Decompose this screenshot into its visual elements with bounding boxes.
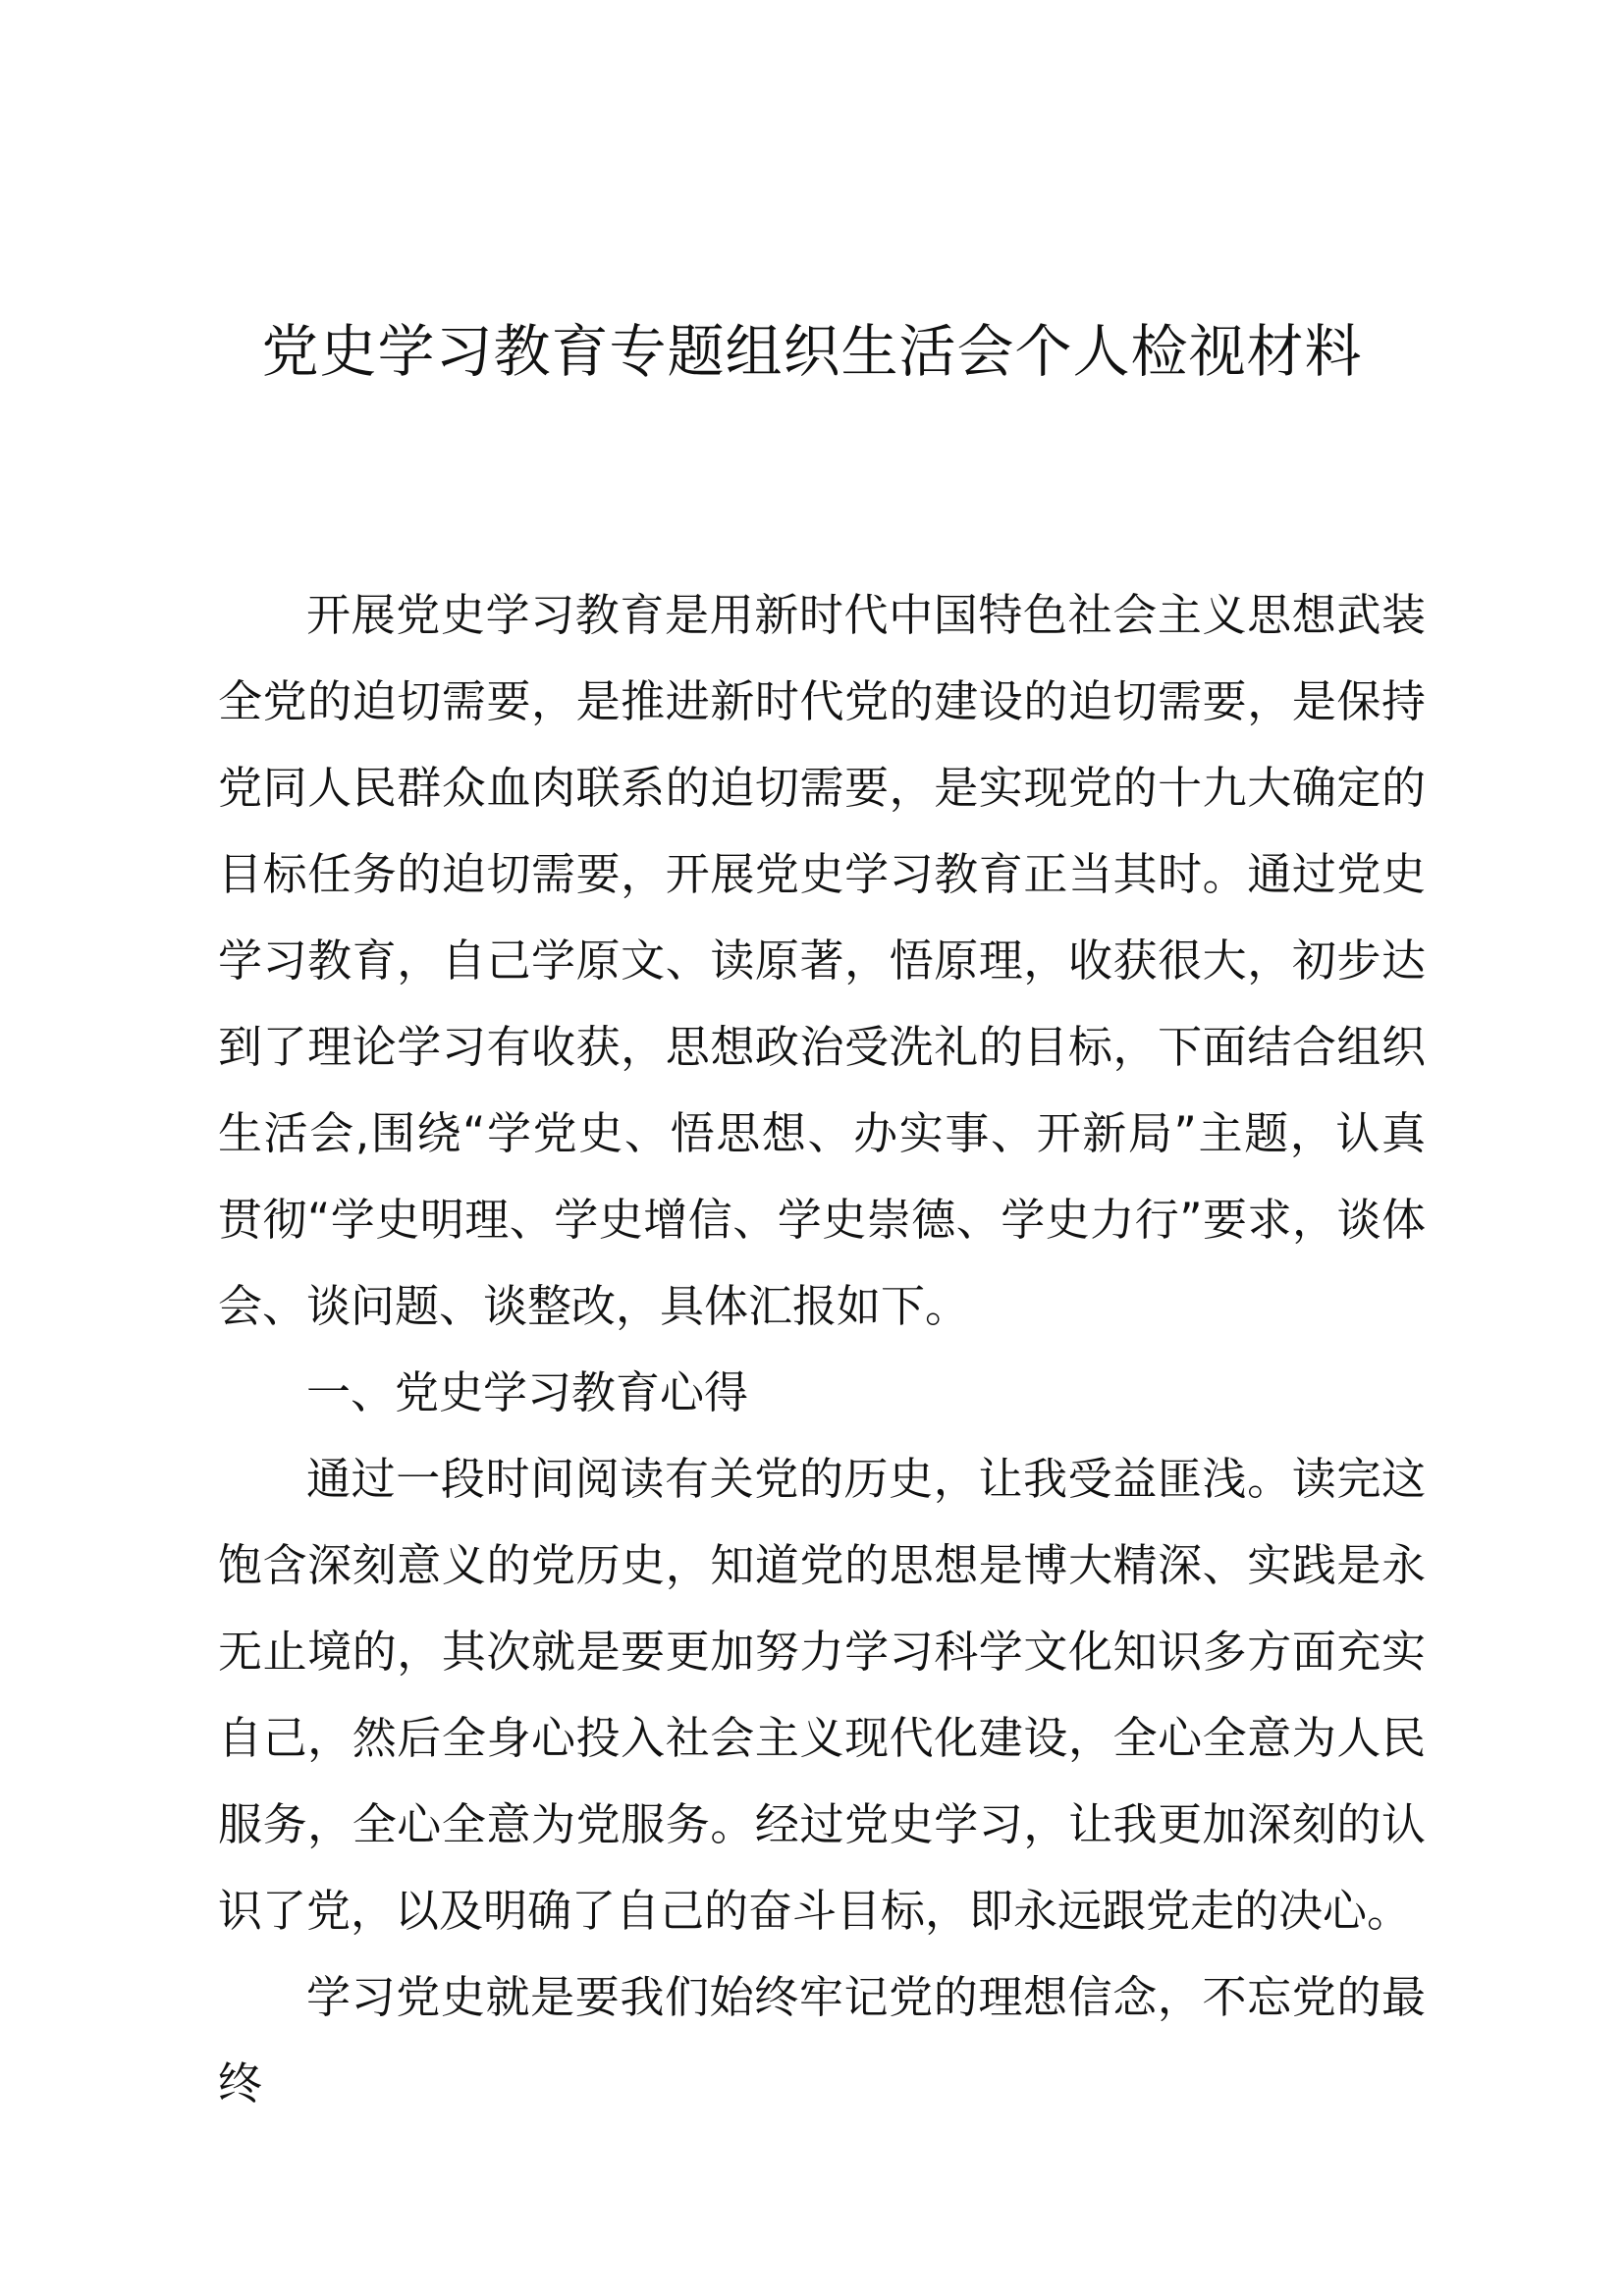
document-title: 党史学习教育专题组织生活会个人检视材料 (261, 318, 1363, 385)
section-heading-1: 一、党史学习教育心得 (306, 1366, 749, 1418)
paragraph-section-1: 通过一段时间阅读有关党的历史，让我受益匪浅。读完这饱含深刻意义的党历史，知道党的思想是博大精深、实践是永无止境的，其次就是要更加努力学习科学文化知识多方面充实自己，然后全身心投入社会主义现代化建设，全心全意为人民服务，全心全意为党服务。经过党史学习，让我更加深刻的认识了党，以及明确了自己的奋斗目标，即永远跟党走的决心。 (218, 1453, 1426, 1937)
document-body (218, 572, 1426, 2127)
paragraph-intro: 开展党史学习教育是用新时代中国特色社会主义思想武装全党的迫切需要，是推进新时代党的建设的迫切需要，是保持党同人民群众血肉联系的迫切需要，是实现党的十九大确定的目标任务的迫切需要，开展党史学习教育正当其时。通过党史学习教育，自己学原文、读原著，悟原理，收获很大，初步达到了理论学习有收获，思想政治受洗礼的目标，下面结合组织生活会,围绕“学党史、悟思想、办实事、开新局”主题，认真贯彻“学史明理、学史增信、学史崇德、学史力行”要求，谈体会、谈问题、谈整改，具体汇报如下。 (218, 589, 1426, 1332)
paragraph-continued: 学习党史就是要我们始终牢记党的理想信念，不忘党的最终 (218, 1971, 1426, 2109)
